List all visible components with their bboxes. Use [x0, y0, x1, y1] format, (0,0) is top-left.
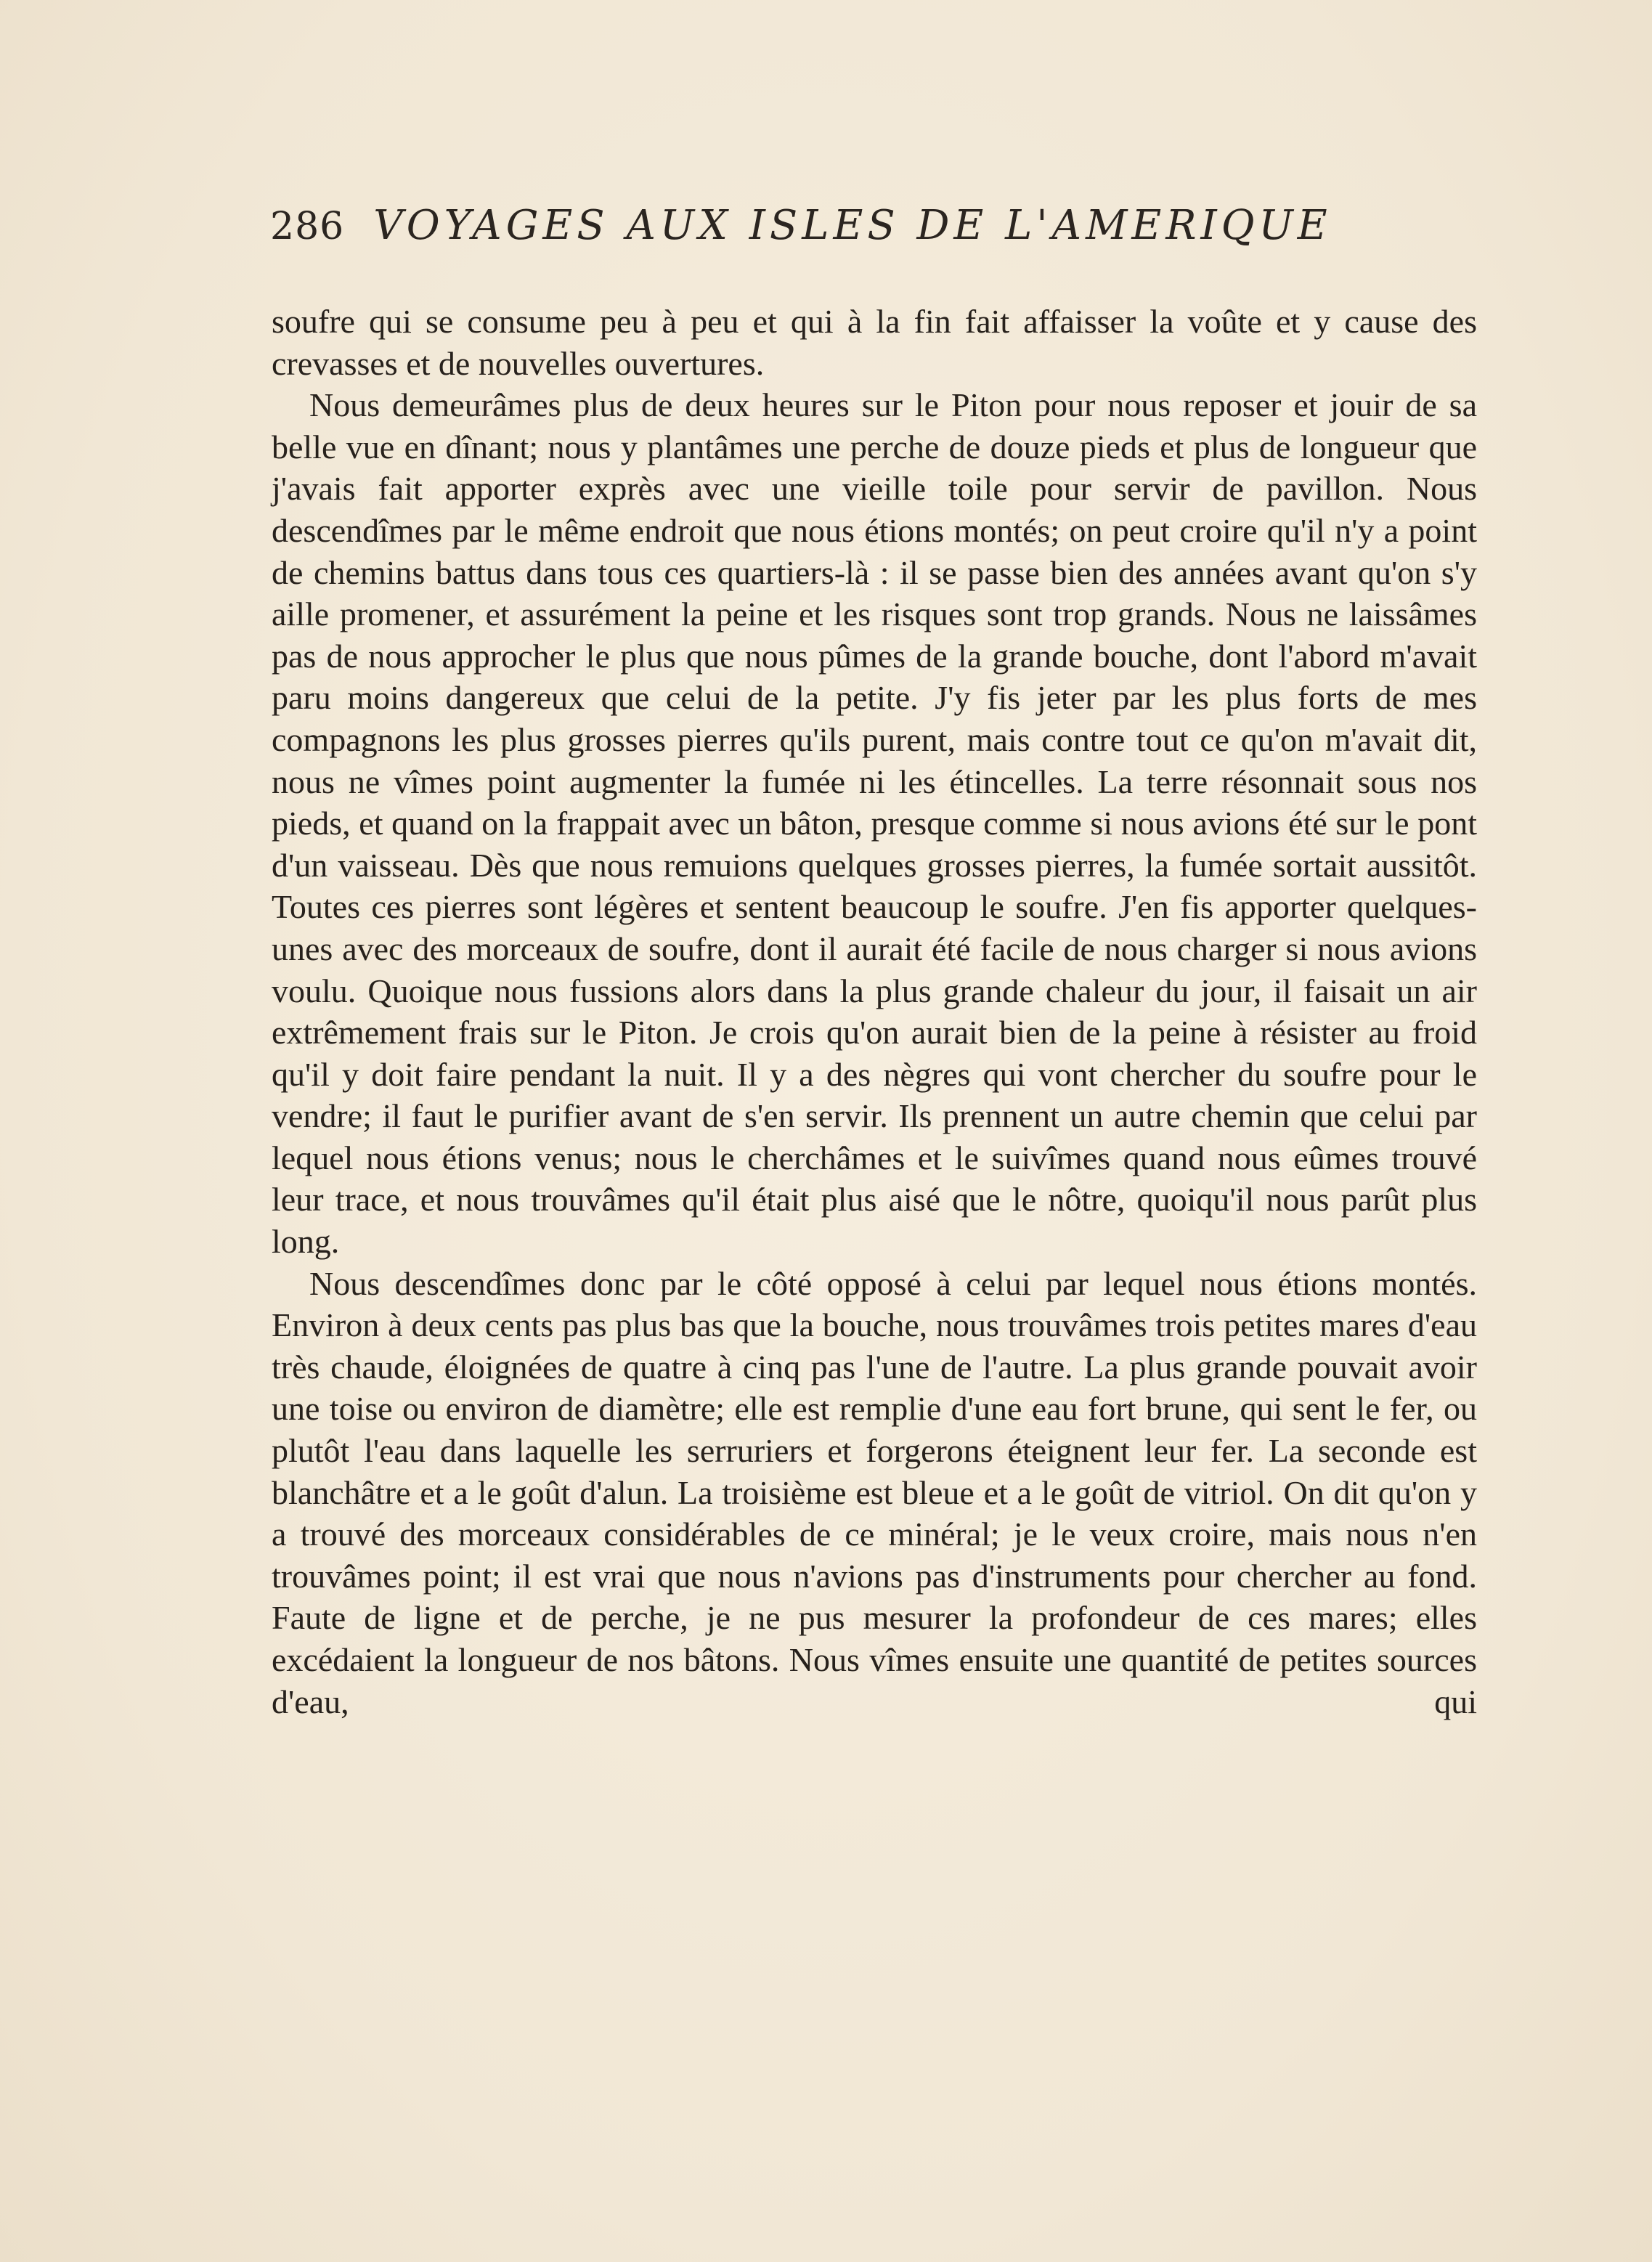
body-text — [272, 301, 1477, 1722]
paragraph: Nous demeurâmes plus de deux heures sur le Piton pour nous reposer et jouir de sa belle vue en dînant; nous y plantâmes une perche de douze pieds et plus de longueur que j'avais fait apporter exprès avec une vieille toile pour servir de pavillon. Nous descendîmes par le même endroit que nous étions montés; on peut croire qu'il n'y a point de chemins battus dans tous ces quartiers-là : il se passe bien des années avant qu'on s'y aille promener, et assurément la peine et les risques sont trop grands. Nous ne laissâmes pas de nous approcher le plus que nous pûmes de la grande bouche, dont l'abord m'avait paru moins dangereux que celui de la petite. J'y fis jeter par les plus forts de mes compagnons les plus grosses pierres qu'ils purent, mais contre tout ce qu'on m'avait dit, nous ne vîmes point augmenter la fumée ni les étincelles. La terre résonnait sous nos pieds, et quand on la frappait avec un bâton, presque comme si nous avions été sur le pont d'un vaisseau. Dès que nous remuions quelques grosses pierres, la fumée sortait aussitôt. Toutes ces pierres sont légères et sentent beaucoup le soufre. J'en fis apporter quelques-unes avec des morceaux de soufre, dont il aurait été facile de nous charger si nous avions voulu. Quoique nous fussions alors dans la plus grande chaleur du jour, il faisait un air extrêmement frais sur le Piton. Je crois qu'on aurait bien de la peine à résister au froid qu'il y doit faire pendant la nuit. Il y a des nègres qui vont chercher du soufre pour le vendre; il faut le purifier avant de s'en servir. Ils prennent un autre chemin que celui par lequel nous étions venus; nous le cherchâmes et le suivîmes quand nous eûmes trouvé leur trace, et nous trouvâmes qu'il était plus aisé que le nôtre, quoiqu'il nous parût plus long. — [272, 386, 1477, 1261]
paragraph: Nous descendîmes donc par le côté opposé à celui par lequel nous étions montés. Environ à deux cents pas plus bas que la bouche, nous trouvâmes trois petites mares d'eau très chaude, éloignées de quatre à cinq pas l'une de l'autre. La plus grande pouvait avoir une toise ou environ de diamètre; elle est remplie d'une eau fort brune, qui sent le fer, ou plutôt l'eau dans laquelle les serruriers et forgerons éteignent leur fer. La seconde est blanchâtre et a le goût d'alun. La troisième est bleue et a le goût de vitriol. On dit qu'on y a trouvé des morceaux considérables de ce minéral; je le veux croire, mais nous n'en trouvâmes point; il est vrai que nous n'avions pas d'instruments pour chercher au fond. Faute de ligne et de perche, je ne pus mesurer la profondeur de ces mares; elles excédaient la longueur de nos bâtons. Nous vîmes ensuite une quantité de petites sources d'eau, qui — [272, 1264, 1477, 1720]
running-head — [270, 202, 1476, 267]
page-number: 286 — [270, 205, 345, 248]
running-title: VOYAGES AUX ISLES DE L'AMERIQUE — [373, 202, 1332, 249]
paragraph: soufre qui se consume peu à peu et qui à la fin fait affaisser la voûte et y cause des crevasses et de nouvelles ouvertures. — [272, 303, 1477, 382]
